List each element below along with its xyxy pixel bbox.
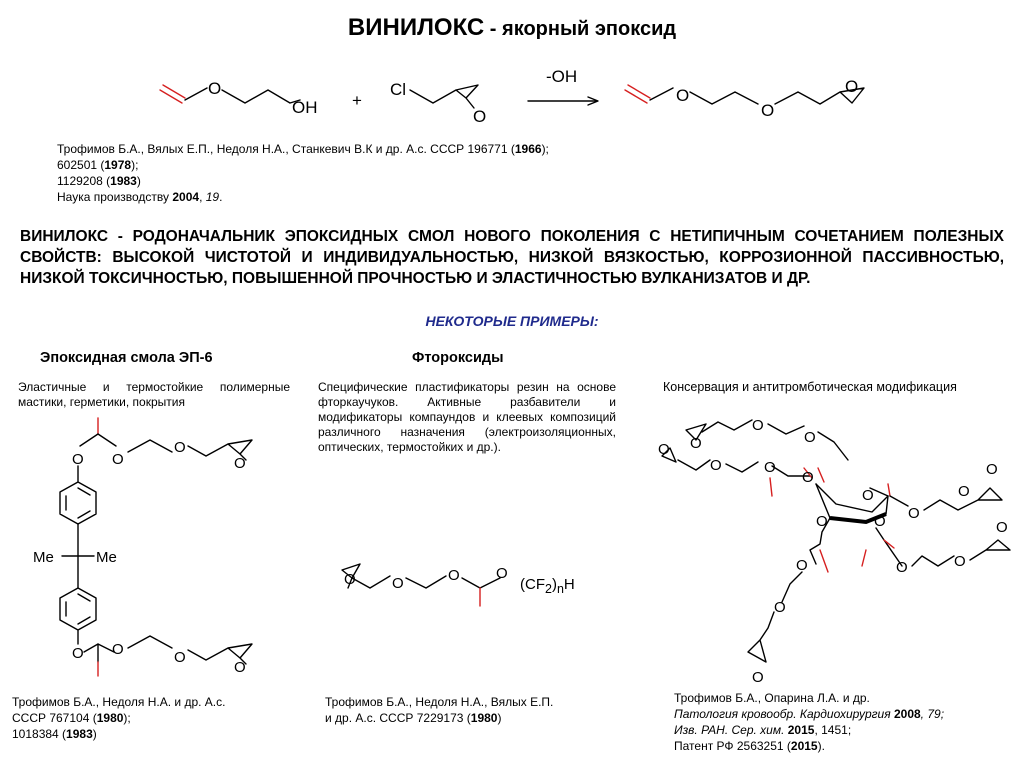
sugar-methyl-red-6 (862, 550, 866, 566)
epoxide-ring-1 (410, 85, 478, 108)
ref-text: ); (131, 158, 139, 172)
sugar-ring-top (816, 484, 888, 512)
ref-year: 2008 (893, 707, 921, 721)
col2-ref-line-1: Трофимов Б.А., Недоля Н.А., Вялых Е.П. (325, 695, 554, 709)
ref-year: 1983 (110, 174, 137, 188)
ref-volume: 19 (205, 190, 220, 204)
ref-text: Наука производству (57, 190, 173, 204)
ref-text: , (199, 190, 206, 204)
ep6-o6: O (112, 641, 124, 658)
top-ref-line-3 (57, 173, 549, 189)
sugar-o-12: O (986, 461, 998, 478)
reaction-scheme (0, 0, 1024, 140)
ep6-o5: O (72, 645, 84, 662)
col1-ref-line-1: Трофимов Б.А., Недоля Н.А. и др. А.с. (12, 695, 226, 709)
ref-year: 2015 (787, 723, 815, 737)
sugar-chain-2 (678, 460, 810, 476)
ref-text: ) (92, 727, 97, 741)
ref-text: Патент РФ 2563251 ( (674, 739, 791, 753)
fluoroxide-o1: O (392, 575, 404, 592)
col3-ref-line-4 (674, 738, 944, 754)
product-oxygen-1: O (676, 86, 690, 105)
title-main: ВИНИЛОКС (347, 14, 485, 41)
ep6-o3: O (174, 439, 186, 456)
top-ref-line-1 (57, 141, 549, 157)
vinyl-bond-1 (160, 90, 182, 103)
ref-text: 602501 ( (57, 158, 105, 172)
vinyl-bond-2 (163, 85, 185, 98)
ref-text: ); (541, 142, 549, 156)
ref-text: ) (497, 711, 502, 725)
ref-text: и др. А.с. СССР 7229173 ( (325, 711, 471, 725)
catalyst-label: -OH (546, 67, 578, 86)
sugar-structure (640, 400, 1020, 685)
col2-text: Специфические пластификаторы резин на основе фторкаучуков. Активные разбавители и модификаторы компаундов и клеевых композиций различного назначения (электроизоляционных, оптических, термостойких и др.). (318, 380, 616, 454)
col2-reference (325, 694, 553, 726)
ref-year: 1983 (66, 727, 93, 741)
product-vinyl-bond-1 (625, 90, 647, 103)
formula-sub: 2 (545, 582, 552, 596)
col1-title: Эпоксидная смола ЭП-6 (40, 350, 213, 366)
sugar-o-13: O (896, 559, 908, 576)
ref-text: ) (136, 174, 141, 188)
formula-sub: n (556, 582, 564, 596)
ref-year: 1980 (470, 711, 498, 725)
sugar-o-2: O (752, 417, 764, 434)
col1-ref-line-2 (12, 710, 225, 726)
formula-text: H (563, 576, 575, 593)
fluoroxide-formula-tail (520, 576, 575, 596)
ethoxy-chain-1 (185, 88, 300, 103)
description-paragraph: ВИНИЛОКС - РОДОНАЧАЛЬНИК ЭПОКСИДНЫХ СМОЛ НОВОГО ПОКОЛЕНИЯ С НЕТИПИЧНЫМ СОЧЕТАНИЕМ ПОЛЕЗНЫХ СВОЙСТВ: ВЫСОКОЙ ЧИСТОТОЙ И ИНДИВИДУАЛЬНОСТЬЮ, НИЗКОЙ ВЯЗКОСТЬЮ, КОРРОЗИОННОЙ ПАССИВНОСТЬЮ, НИЗКОЙ ТОКСИЧНОСТЬЮ, ПОВЫШЕННОЙ ПРОЧНОСТЬЮ И ЭЛАСТИЧНОСТЬЮ ВУЛКАНИЗАТОВ И ДР. (20, 228, 1004, 287)
product-oxygen-2: O (761, 101, 775, 120)
sugar-o-10: O (908, 505, 920, 522)
col1-ref-line-3 (12, 726, 225, 742)
sugar-o-16: O (816, 513, 828, 530)
col2-title: Фтороксиды (412, 350, 504, 366)
sugar-methyl-red-2 (770, 478, 772, 496)
ep6-bottom-acetal (84, 644, 114, 662)
top-ref-line-4 (57, 189, 549, 205)
fluoroxide-structure (330, 548, 520, 618)
col1-text: Эластичные и термостойкие полимерные мастики, герметики, покрытия (18, 380, 290, 409)
col3-title: Консервация и антитромботическая модификация (663, 380, 957, 394)
col3-ref-line-3 (674, 722, 944, 738)
sugar-chain-right-1 (890, 488, 1002, 510)
ref-text: ). (817, 739, 825, 753)
sugar-o-4: O (658, 441, 670, 458)
top-references (57, 141, 549, 205)
ref-text: 1018384 ( (12, 727, 67, 741)
sugar-o-11: O (958, 483, 970, 500)
sugar-o-6: O (764, 459, 776, 476)
ref-journal: Патология кровообр. Кардиохирургия (674, 707, 894, 721)
ref-year: 1966 (514, 142, 542, 156)
ref-text: СССР 767104 ( (12, 711, 97, 725)
ref-text: 1129208 ( (57, 174, 111, 188)
ep6-benzene-bottom (60, 588, 96, 644)
formula-text: (CF (520, 576, 545, 593)
ref-year: 1978 (104, 158, 132, 172)
col3-ref-line-1: Трофимов Б.А., Опарина Л.А. и др. (674, 691, 870, 705)
sugar-o-14: O (954, 553, 966, 570)
ep6-center-carbon (62, 524, 94, 588)
ep6-o1: O (72, 451, 84, 468)
col1-reference (12, 694, 225, 742)
ep6-o2: O (112, 451, 124, 468)
ep6-o4: O (234, 455, 246, 472)
ep6-me-left: Me (33, 549, 54, 566)
ref-text: . (219, 190, 223, 204)
sugar-o-9: O (874, 513, 886, 530)
plus-sign: + (352, 91, 362, 110)
ep6-o8: O (234, 659, 246, 676)
hydroxyl-label: OH (292, 98, 318, 117)
sugar-methyl-red-7 (820, 550, 828, 572)
ref-journal: Изв. РАН. Сер. хим. (674, 723, 788, 737)
fluoroxide-chain (342, 564, 500, 588)
ep6-top-chain (80, 434, 252, 460)
col3-reference (674, 690, 944, 754)
sugar-o-19: O (752, 669, 764, 685)
chlorine-label: Cl (390, 80, 407, 99)
oxygen-label: O (208, 79, 222, 98)
ref-year: 1980 (96, 711, 124, 725)
sugar-chain-1 (702, 420, 848, 460)
ref-text: , 1451; (814, 723, 852, 737)
title-sub: - якорный эпоксид (484, 18, 677, 40)
fluoroxide-o2: O (448, 567, 460, 584)
ref-text: ); (123, 711, 131, 725)
ep6-me-right: Me (96, 549, 117, 566)
sugar-methyl-red-4 (888, 484, 890, 496)
sugar-chain-down (748, 518, 830, 662)
fluoroxide-epoxide-o: O (344, 571, 356, 588)
sugar-o-3: O (804, 429, 816, 446)
product-vinyl-bond-2 (628, 85, 650, 98)
fluoroxide-o3: O (496, 565, 508, 582)
top-ref-line-2 (57, 157, 549, 173)
sugar-methyl-red-1 (818, 468, 824, 482)
ref-year: 2004 (172, 190, 200, 204)
sugar-o-1: O (690, 435, 702, 452)
formula-text: ) (551, 576, 557, 593)
epoxide-oxygen-1: O (473, 107, 487, 126)
sugar-o-7: O (802, 469, 814, 486)
ref-year: 2015 (790, 739, 818, 753)
sugar-o-15: O (996, 519, 1008, 536)
ep6-o7: O (174, 649, 186, 666)
col2-ref-line-2 (325, 710, 553, 726)
sugar-o-5: O (710, 457, 722, 474)
ep6-structure (0, 410, 300, 680)
ref-text: Трофимов Б.А., Вялых Е.П., Недоля Н.А., Станкевич В.К и др. А.с. СССР 196771 ( (57, 142, 515, 156)
sugar-o-18: O (774, 599, 786, 616)
product-epoxide-oxygen: O (845, 77, 859, 96)
sugar-o-17: O (796, 557, 808, 574)
sugar-o-8: O (862, 487, 874, 504)
col3-ref-line-2 (674, 706, 944, 722)
examples-heading: НЕКОТОРЫЕ ПРИМЕРЫ: (425, 313, 599, 329)
ep6-benzene-top (60, 466, 96, 524)
ref-volume: , 79; (920, 707, 945, 721)
